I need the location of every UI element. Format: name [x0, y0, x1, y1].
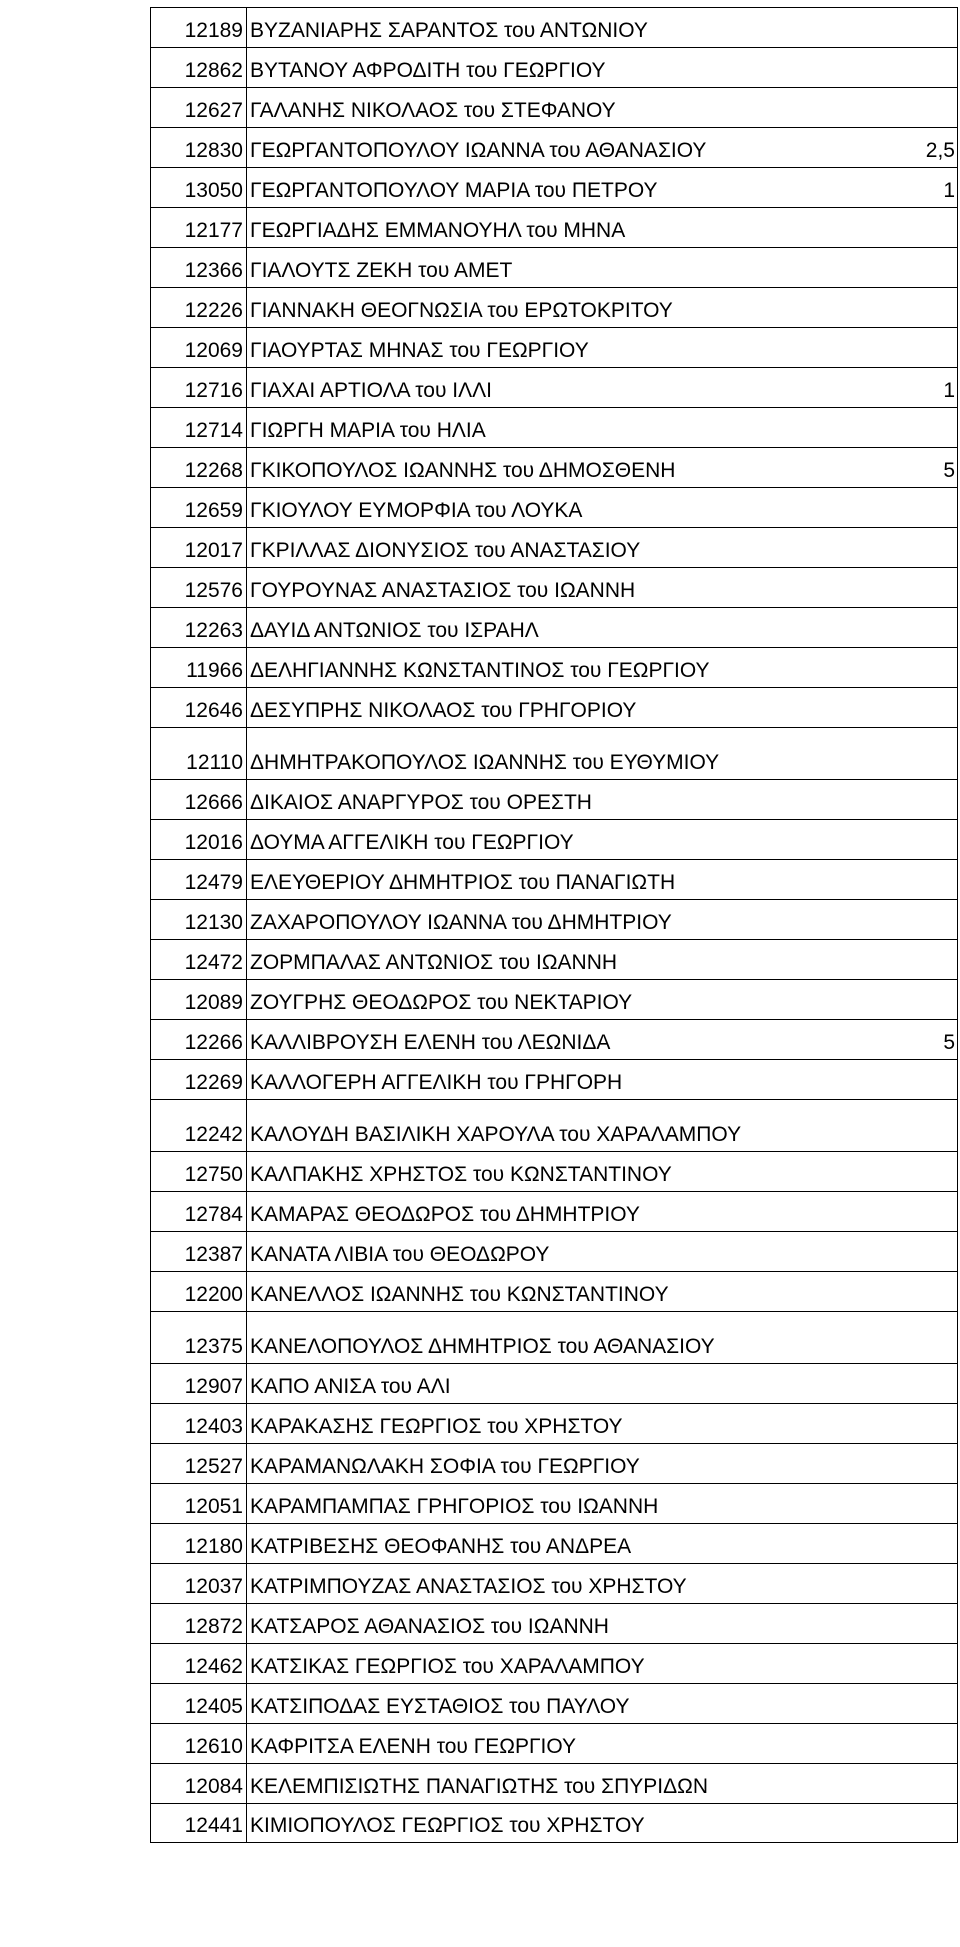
candidate-id: 12403 — [151, 1404, 247, 1443]
candidate-id: 12016 — [151, 820, 247, 859]
table-row — [150, 87, 958, 127]
candidate-id: 12659 — [151, 488, 247, 527]
candidate-id: 12089 — [151, 980, 247, 1019]
candidate-id: 12479 — [151, 860, 247, 899]
table-row — [150, 1803, 958, 1843]
candidate-score — [887, 1404, 957, 1443]
candidate-name: ΚΑΛΠΑΚΗΣ ΧΡΗΣΤΟΣ του ΚΩΝΣΤΑΝΤΙΝΟΥ — [250, 1163, 672, 1186]
candidate-name: ΓΚΙΚΟΠΟΥΛΟΣ ΙΩΑΝΝΗΣ του ΔΗΜΟΣΘΕΝΗ — [250, 459, 676, 482]
candidate-id: 12646 — [151, 688, 247, 727]
candidate-name: ΚΑΤΣΑΡΟΣ ΑΘΑΝΑΣΙΟΣ του ΙΩΑΝΝΗ — [250, 1615, 609, 1638]
candidate-name: ΚΑΦΡΙΤΣΑ ΕΛΕΝΗ του ΓΕΩΡΓΙΟΥ — [250, 1735, 577, 1758]
candidate-id: 12180 — [151, 1524, 247, 1563]
table-row — [150, 939, 958, 979]
candidate-name: ΔΑΥΙΔ ΑΝΤΩΝΙΟΣ του ΙΣΡΑΗΛ — [250, 619, 539, 642]
table-row — [150, 1311, 958, 1363]
table-row — [150, 1683, 958, 1723]
table-row — [150, 567, 958, 607]
table-row — [150, 899, 958, 939]
candidate-name: ΚΑΝΕΛΟΠΟΥΛΟΣ ΔΗΜΗΤΡΙΟΣ του ΑΘΑΝΑΣΙΟΥ — [250, 1335, 715, 1358]
candidate-id: 12130 — [151, 900, 247, 939]
table-row — [150, 247, 958, 287]
results-table — [150, 7, 958, 1843]
table-row — [150, 647, 958, 687]
candidate-score — [887, 248, 957, 287]
candidate-id: 12226 — [151, 288, 247, 327]
candidate-id: 13050 — [151, 168, 247, 207]
candidate-score — [887, 1152, 957, 1191]
candidate-name: ΚΑΛΟΥΔΗ ΒΑΣΙΛΙΚΗ ΧΑΡΟΥΛΑ του ΧΑΡΑΛΑΜΠΟΥ — [250, 1123, 742, 1146]
table-row — [150, 167, 958, 207]
candidate-id: 12263 — [151, 608, 247, 647]
candidate-name: ΖΟΥΓΡΗΣ ΘΕΟΔΩΡΟΣ του ΝΕΚΤΑΡΙΟΥ — [250, 991, 633, 1014]
table-row — [150, 1603, 958, 1643]
candidate-score: 1 — [943, 379, 955, 402]
candidate-score — [887, 408, 957, 447]
candidate-score — [887, 900, 957, 939]
candidate-name: ΚΑΡΑΚΑΣΗΣ ΓΕΩΡΓΙΟΣ του ΧΡΗΣΤΟΥ — [250, 1415, 623, 1438]
candidate-score — [887, 288, 957, 327]
table-row — [150, 1723, 958, 1763]
candidate-score — [887, 88, 957, 127]
table-row — [150, 1191, 958, 1231]
candidate-name: ΚΑΡΑΜΑΝΩΛΑΚΗ ΣΟΦΙΑ του ΓΕΩΡΓΙΟΥ — [250, 1455, 640, 1478]
candidate-id: 12069 — [151, 328, 247, 367]
candidate-name: ΚΑΝΑΤΑ ΛΙΒΙΑ του ΘΕΟΔΩΡΟΥ — [250, 1243, 550, 1266]
table-row — [150, 1443, 958, 1483]
candidate-score — [887, 528, 957, 567]
candidate-name: ΓΙΑΛΟΥΤΣ ΖΕΚΗ του ΑΜΕΤ — [250, 259, 513, 282]
candidate-score — [887, 1364, 957, 1403]
table-row — [150, 1151, 958, 1191]
table-row — [150, 47, 958, 87]
candidate-id: 11966 — [151, 648, 247, 687]
table-row — [150, 859, 958, 899]
candidate-score — [887, 1684, 957, 1723]
table-row — [150, 1363, 958, 1403]
table-row — [150, 819, 958, 859]
candidate-id: 12177 — [151, 208, 247, 247]
candidate-id: 12189 — [151, 8, 247, 47]
candidate-name: ΚΑΝΕΛΛΟΣ ΙΩΑΝΝΗΣ του ΚΩΝΣΤΑΝΤΙΝΟΥ — [250, 1283, 669, 1306]
candidate-score — [887, 728, 957, 779]
table-row — [150, 979, 958, 1019]
candidate-name: ΓΕΩΡΓΑΝΤΟΠΟΥΛΟΥ ΜΑΡΙΑ του ΠΕΤΡΟΥ — [250, 179, 658, 202]
table-row — [150, 1271, 958, 1311]
candidate-id: 12110 — [151, 728, 247, 779]
table-row — [150, 1523, 958, 1563]
candidate-score — [887, 1272, 957, 1311]
candidate-score — [887, 208, 957, 247]
table-row — [150, 447, 958, 487]
table-row — [150, 687, 958, 727]
table-row — [150, 327, 958, 367]
candidate-id: 12051 — [151, 1484, 247, 1523]
candidate-name: ΚΑΤΣΙΠΟΔΑΣ ΕΥΣΤΑΘΙΟΣ του ΠΑΥΛΟΥ — [250, 1695, 630, 1718]
candidate-score: 5 — [943, 1031, 955, 1054]
candidate-score: 2,5 — [925, 139, 955, 162]
candidate-id: 12037 — [151, 1564, 247, 1603]
candidate-id: 12269 — [151, 1060, 247, 1099]
candidate-id: 12784 — [151, 1192, 247, 1231]
candidate-name: ΚΑΜΑΡΑΣ ΘΕΟΔΩΡΟΣ του ΔΗΜΗΤΡΙΟΥ — [250, 1203, 640, 1226]
candidate-score — [887, 568, 957, 607]
candidate-id: 12375 — [151, 1312, 247, 1363]
candidate-score — [887, 1524, 957, 1563]
candidate-name: ΔΙΚΑΙΟΣ ΑΝΑΡΓΥΡΟΣ του ΟΡΕΣΤΗ — [250, 791, 592, 814]
candidate-id: 12017 — [151, 528, 247, 567]
table-row — [150, 527, 958, 567]
candidate-name: ΓΑΛΑΝΗΣ ΝΙΚΟΛΑΟΣ του ΣΤΕΦΑΝΟΥ — [250, 99, 616, 122]
candidate-id: 12441 — [151, 1804, 247, 1842]
candidate-id: 12366 — [151, 248, 247, 287]
candidate-name: ΖΟΡΜΠΑΛΑΣ ΑΝΤΩΝΙΟΣ του ΙΩΑΝΝΗ — [250, 951, 618, 974]
table-row — [150, 367, 958, 407]
candidate-score — [887, 1804, 957, 1842]
candidate-score — [887, 780, 957, 819]
table-row — [150, 1403, 958, 1443]
candidate-name: ΓΙΑΧΑΙ ΑΡΤΙΟΛΑ του ΙΛΛΙ — [250, 379, 492, 402]
candidate-name: ΓΚΡΙΛΛΑΣ ΔΙΟΝΥΣΙΟΣ του ΑΝΑΣΤΑΣΙΟΥ — [250, 539, 641, 562]
candidate-id: 12666 — [151, 780, 247, 819]
candidate-score — [887, 1484, 957, 1523]
candidate-score — [887, 820, 957, 859]
candidate-id: 12472 — [151, 940, 247, 979]
candidate-name: ΚΑΛΛΙΒΡΟΥΣΗ ΕΛΕΝΗ του ΛΕΩΝΙΔΑ — [250, 1031, 611, 1054]
candidate-name: ΓΚΙΟΥΛΟΥ ΕΥΜΟΡΦΙΑ του ΛΟΥΚΑ — [250, 499, 583, 522]
candidate-score — [887, 488, 957, 527]
candidate-id: 12387 — [151, 1232, 247, 1271]
table-row — [150, 287, 958, 327]
candidate-score — [887, 1564, 957, 1603]
candidate-name: ΔΕΛΗΓΙΑΝΝΗΣ ΚΩΝΣΤΑΝΤΙΝΟΣ του ΓΕΩΡΓΙΟΥ — [250, 659, 710, 682]
candidate-id: 12200 — [151, 1272, 247, 1311]
candidate-name: ΓΙΩΡΓΗ ΜΑΡΙΑ του ΗΛΙΑ — [250, 419, 486, 442]
candidate-name: ΔΕΣΥΠΡΗΣ ΝΙΚΟΛΑΟΣ του ΓΡΗΓΟΡΙΟΥ — [250, 699, 637, 722]
candidate-score — [887, 608, 957, 647]
candidate-id: 12084 — [151, 1764, 247, 1803]
table-row — [150, 607, 958, 647]
candidate-name: ΚΑΠΟ ΑΝΙΣΑ του ΑΛΙ — [250, 1375, 451, 1398]
candidate-name: ΓΟΥΡΟΥΝΑΣ ΑΝΑΣΤΑΣΙΟΣ του ΙΩΑΝΝΗ — [250, 579, 636, 602]
candidate-score — [887, 1764, 957, 1803]
candidate-score: 5 — [943, 459, 955, 482]
candidate-name: ΚΑΤΡΙΒΕΣΗΣ ΘΕΟΦΑΝΗΣ του ΑΝΔΡΕΑ — [250, 1535, 632, 1558]
candidate-id: 12610 — [151, 1724, 247, 1763]
candidate-id: 12830 — [151, 128, 247, 167]
candidate-name: ΚΕΛΕΜΠΙΣΙΩΤΗΣ ΠΑΝΑΓΙΩΤΗΣ του ΣΠΥΡΙΔΩΝ — [250, 1775, 709, 1798]
candidate-score — [887, 980, 957, 1019]
candidate-id: 12576 — [151, 568, 247, 607]
table-row — [150, 1563, 958, 1603]
table-row — [150, 1059, 958, 1099]
candidate-score — [887, 1232, 957, 1271]
table-row — [150, 1643, 958, 1683]
candidate-name: ΚΑΡΑΜΠΑΜΠΑΣ ΓΡΗΓΟΡΙΟΣ του ΙΩΑΝΝΗ — [250, 1495, 659, 1518]
candidate-id: 12872 — [151, 1604, 247, 1643]
candidate-name: ΔΗΜΗΤΡΑΚΟΠΟΥΛΟΣ ΙΩΑΝΝΗΣ του ΕΥΘΥΜΙΟΥ — [250, 751, 720, 774]
candidate-name: ΚΑΤΣΙΚΑΣ ΓΕΩΡΓΙΟΣ του ΧΑΡΑΛΑΜΠΟΥ — [250, 1655, 645, 1678]
candidate-id: 12405 — [151, 1684, 247, 1723]
candidate-name: ΓΕΩΡΓΑΝΤΟΠΟΥΛΟΥ ΙΩΑΝΝΑ του ΑΘΑΝΑΣΙΟΥ — [250, 139, 707, 162]
candidate-name: ΖΑΧΑΡΟΠΟΥΛΟΥ ΙΩΑΝΝΑ του ΔΗΜΗΤΡΙΟΥ — [250, 911, 672, 934]
table-row — [150, 1483, 958, 1523]
table-row — [150, 779, 958, 819]
table-row — [150, 207, 958, 247]
candidate-name: ΒΥΤΑΝΟΥ ΑΦΡΟΔΙΤΗ του ΓΕΩΡΓΙΟΥ — [250, 59, 606, 82]
candidate-id: 12627 — [151, 88, 247, 127]
candidate-id: 12862 — [151, 48, 247, 87]
candidate-score — [887, 8, 957, 47]
candidate-name: ΚΙΜΙΟΠΟΥΛΟΣ ΓΕΩΡΓΙΟΣ του ΧΡΗΣΤΟΥ — [250, 1814, 645, 1837]
candidate-name: ΓΙΑΝΝΑΚΗ ΘΕΟΓΝΩΣΙΑ του ΕΡΩΤΟΚΡΙΤΟΥ — [250, 299, 673, 322]
candidate-score — [887, 328, 957, 367]
candidate-score — [887, 1644, 957, 1683]
table-row — [150, 1763, 958, 1803]
candidate-score — [887, 1192, 957, 1231]
candidate-name: ΒΥΖΑΝΙΑΡΗΣ ΣΑΡΑΝΤΟΣ του ΑΝΤΩΝΙΟΥ — [250, 19, 648, 42]
candidate-score — [887, 1604, 957, 1643]
table-row — [150, 1099, 958, 1151]
candidate-name: ΓΙΑΟΥΡΤΑΣ ΜΗΝΑΣ του ΓΕΩΡΓΙΟΥ — [250, 339, 589, 362]
candidate-id: 12527 — [151, 1444, 247, 1483]
candidate-id: 12266 — [151, 1020, 247, 1059]
table-row — [150, 127, 958, 167]
candidate-id: 12462 — [151, 1644, 247, 1683]
candidate-name: ΕΛΕΥΘΕΡΙΟΥ ΔΗΜΗΤΡΙΟΣ του ΠΑΝΑΓΙΩΤΗ — [250, 871, 676, 894]
candidate-id: 12907 — [151, 1364, 247, 1403]
candidate-score — [887, 1444, 957, 1483]
candidate-id: 12242 — [151, 1100, 247, 1151]
table-row — [150, 727, 958, 779]
candidate-score — [887, 1060, 957, 1099]
table-row — [150, 1231, 958, 1271]
candidate-score — [887, 1724, 957, 1763]
candidate-name: ΚΑΤΡΙΜΠΟΥΖΑΣ ΑΝΑΣΤΑΣΙΟΣ του ΧΡΗΣΤΟΥ — [250, 1575, 687, 1598]
table-row — [150, 7, 958, 47]
candidate-score — [887, 1312, 957, 1363]
candidate-score — [887, 1100, 957, 1151]
candidate-score — [887, 688, 957, 727]
table-row — [150, 407, 958, 447]
candidate-name: ΓΕΩΡΓΙΑΔΗΣ ΕΜΜΑΝΟΥΗΛ του ΜΗΝΑ — [250, 219, 626, 242]
candidate-id: 12716 — [151, 368, 247, 407]
table-row — [150, 1019, 958, 1059]
candidate-name: ΔΟΥΜΑ ΑΓΓΕΛΙΚΗ του ΓΕΩΡΓΙΟΥ — [250, 831, 574, 854]
candidate-name: ΚΑΛΛΟΓΕΡΗ ΑΓΓΕΛΙΚΗ του ΓΡΗΓΟΡΗ — [250, 1071, 623, 1094]
candidate-score — [887, 860, 957, 899]
candidate-score: 1 — [943, 179, 955, 202]
candidate-id: 12714 — [151, 408, 247, 447]
candidate-score — [887, 48, 957, 87]
candidate-score — [887, 648, 957, 687]
candidate-score — [887, 940, 957, 979]
candidate-id: 12268 — [151, 448, 247, 487]
candidate-id: 12750 — [151, 1152, 247, 1191]
table-row — [150, 487, 958, 527]
